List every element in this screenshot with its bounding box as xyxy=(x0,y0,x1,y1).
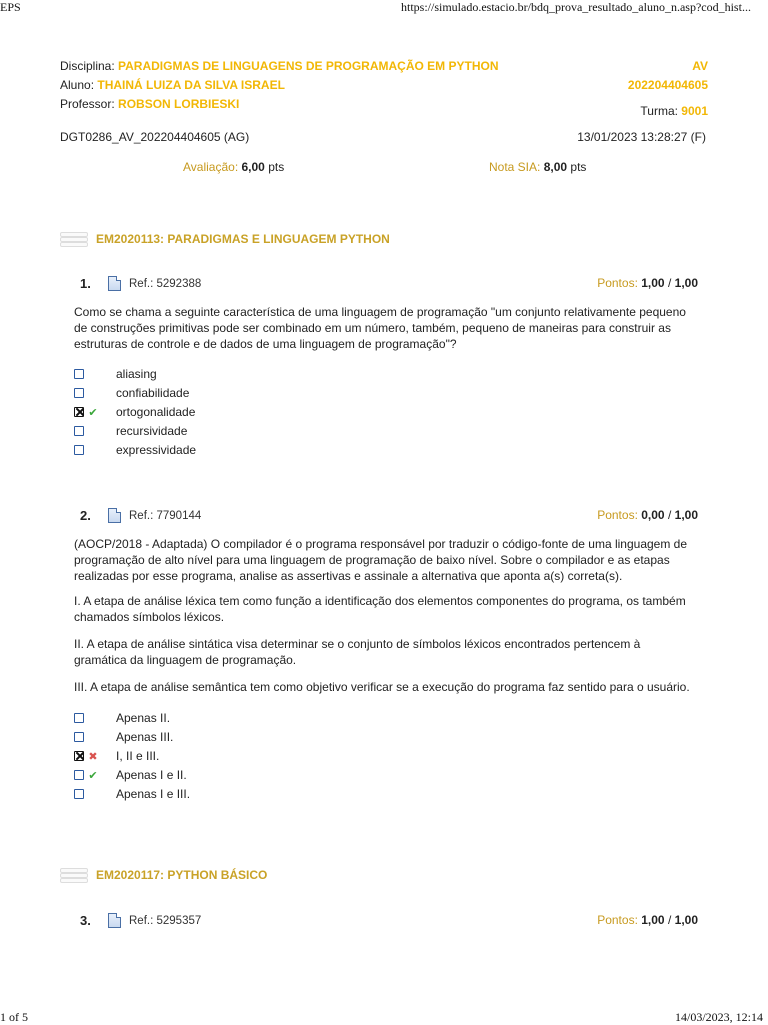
nota-sia-label: Nota SIA: xyxy=(489,160,541,174)
points-separator: / xyxy=(667,276,672,290)
answer-option-selected[interactable] xyxy=(74,748,160,764)
disciplina-value: PARADIGMAS DE LINGUAGENS DE PROGRAMAÇÃO EM PYTHON xyxy=(118,59,499,73)
option-text: Apenas I e II. xyxy=(116,768,187,782)
option-text: aliasing xyxy=(116,367,157,381)
turma-label: Turma: xyxy=(640,104,678,118)
check-icon: ✔ xyxy=(88,769,98,782)
question-ref-text: Ref.: 5295357 xyxy=(129,914,202,927)
answer-option[interactable] xyxy=(74,729,174,745)
option-text: confiabilidade xyxy=(116,386,190,400)
avaliacao-value: 6,00 xyxy=(241,160,265,174)
answer-option[interactable] xyxy=(74,385,190,401)
question-points xyxy=(597,276,698,290)
option-text: expressividade xyxy=(116,443,197,457)
professor-row xyxy=(60,97,239,111)
question-number: 3. xyxy=(80,913,91,928)
nota-sia-value: 8,00 xyxy=(543,160,568,174)
turma-value: 9001 xyxy=(681,104,708,118)
question-ref[interactable] xyxy=(108,913,201,928)
print-footer-page: 1 of 5 xyxy=(0,1010,28,1024)
points-label: Pontos: xyxy=(597,508,638,522)
question-points xyxy=(597,508,698,522)
nota-sia-score xyxy=(489,160,586,174)
avaliacao-label: Avaliação: xyxy=(183,160,239,174)
print-footer-datetime: 14/03/2023, 12:14 xyxy=(675,1010,764,1024)
question-text: (AOCP/2018 - Adaptada) O compilador é o programa responsável por traduzir o código-fonte de uma linguagem de programação de alto nível para uma linguagem de programação de baixo nível. Sobre o compilador e as etapas realizadas por esse programa, analise as assertivas e assinale a alternativa que aponta a(s) correta(s). xyxy=(74,537,688,583)
answer-option[interactable] xyxy=(74,710,171,726)
matricula-value: 202204404605 xyxy=(627,78,708,92)
document-icon xyxy=(108,913,121,928)
option-text: Apenas I e III. xyxy=(116,787,191,801)
points-score: 1,00 xyxy=(641,276,665,290)
option-text: Apenas III. xyxy=(116,730,174,744)
disciplina-label: Disciplina: xyxy=(60,59,115,73)
print-header-left: EPS xyxy=(0,0,21,14)
avaliacao-unit: pts xyxy=(268,160,285,174)
aluno-label: Aluno: xyxy=(60,78,95,92)
points-label: Pontos: xyxy=(597,276,638,290)
nota-sia-unit: pts xyxy=(570,160,587,174)
answer-option[interactable] xyxy=(74,423,188,439)
points-max: 1,00 xyxy=(674,913,698,927)
question-ref-text: Ref.: 7790144 xyxy=(129,509,202,522)
points-separator: / xyxy=(667,508,672,522)
assertion-text: II. A etapa de análise sintática visa determinar se o conjunto de símbolos léxicos encontrados pertencem à gramática da linguagem de programação. xyxy=(74,637,641,667)
stack-icon xyxy=(60,230,88,248)
turma-row xyxy=(640,104,708,118)
professor-value: ROBSON LORBIESKI xyxy=(118,97,240,111)
points-score: 1,00 xyxy=(641,913,665,927)
option-text: ortogonalidade xyxy=(116,405,196,419)
exam-code: DGT0286_AV_202204404605 (AG) xyxy=(60,130,250,144)
checkbox-icon[interactable] xyxy=(74,445,84,455)
points-max: 1,00 xyxy=(674,276,698,290)
answer-option[interactable] xyxy=(74,442,197,458)
assertion-text: III. A etapa de análise semântica tem como objetivo verificar se a execução do programa faz sentido para o usuário. xyxy=(74,680,690,694)
document-icon xyxy=(108,276,121,291)
print-header-url: https://simulado.estacio.br/bdq_prova_resultado_aluno_n.asp?cod_hist... xyxy=(401,0,751,14)
checkbox-checked-icon[interactable] xyxy=(74,407,84,417)
av-label: AV xyxy=(692,59,708,73)
check-icon: ✔ xyxy=(88,406,98,419)
section-title: EM2020113: PARADIGMAS E LINGUAGEM PYTHON xyxy=(96,232,390,246)
section-title: EM2020117: PYTHON BÁSICO xyxy=(96,868,268,882)
document-icon xyxy=(108,508,121,523)
professor-label: Professor: xyxy=(60,97,115,111)
answer-option-selected[interactable] xyxy=(74,404,196,420)
option-text: recursividade xyxy=(116,424,188,438)
assertion-text: I. A etapa de análise léxica tem como função a identificação dos elementos componentes do programa, os também chamados símbolos léxicos. xyxy=(74,594,686,624)
cross-icon: ✖ xyxy=(88,750,98,763)
question-text: Como se chama a seguinte característica de uma linguagem de programação "um conjunto relativamente pequeno de construções primitivas pode ser combinado em um número, também, pequeno de maneiras para construir as estruturas de controle e de dados de uma linguagem de programação"? xyxy=(74,305,686,351)
aluno-row xyxy=(60,78,285,92)
answer-option[interactable] xyxy=(74,786,191,802)
answer-option[interactable] xyxy=(74,366,157,382)
checkbox-icon[interactable] xyxy=(74,426,84,436)
aluno-value: THAINÁ LUIZA DA SILVA ISRAEL xyxy=(97,78,285,92)
points-max: 1,00 xyxy=(674,508,698,522)
question-ref[interactable] xyxy=(108,276,201,291)
checkbox-icon[interactable] xyxy=(74,770,84,780)
checkbox-checked-icon[interactable] xyxy=(74,751,84,761)
avaliacao-score xyxy=(183,160,284,174)
points-score: 0,00 xyxy=(641,508,665,522)
checkbox-icon[interactable] xyxy=(74,789,84,799)
disciplina-row xyxy=(60,59,499,73)
checkbox-icon[interactable] xyxy=(74,732,84,742)
points-separator: / xyxy=(667,913,672,927)
question-ref[interactable] xyxy=(108,508,201,523)
section-header xyxy=(60,866,267,884)
checkbox-icon[interactable] xyxy=(74,388,84,398)
stack-icon xyxy=(60,866,88,884)
option-text: Apenas II. xyxy=(116,711,171,725)
question-number: 2. xyxy=(80,508,91,523)
question-ref-text: Ref.: 5292388 xyxy=(129,277,202,290)
points-label: Pontos: xyxy=(597,913,638,927)
checkbox-icon[interactable] xyxy=(74,713,84,723)
option-text: I, II e III. xyxy=(116,749,160,763)
exam-datetime: 13/01/2023 13:28:27 (F) xyxy=(577,130,706,144)
checkbox-icon[interactable] xyxy=(74,369,84,379)
section-header xyxy=(60,230,390,248)
question-points xyxy=(597,913,698,927)
answer-option-correct[interactable] xyxy=(74,767,187,783)
question-number: 1. xyxy=(80,276,91,291)
